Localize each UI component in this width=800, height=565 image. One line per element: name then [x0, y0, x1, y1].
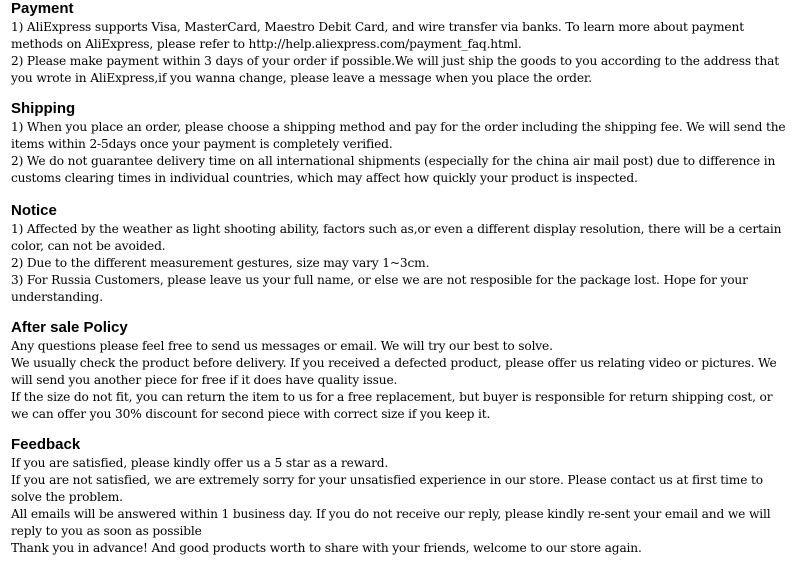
after-sale-section	[11, 319, 791, 423]
shipping-item-2: 2) We do not guarantee delivery time on all international shipments (especially for the china air mail post) due to difference in customs clearing times in individual countries, which may affect how quickly your product is inspected.	[11, 154, 776, 185]
notice-section	[11, 202, 791, 306]
shipping-section	[11, 100, 791, 187]
payment-item-1: 1) AliExpress supports Visa, MasterCard, Maestro Debit Card, and wire transfer via banks. To learn more about payment methods on AliExpress, please refer to http://help.aliexpress.com/payment_faq.html.	[11, 20, 744, 51]
notice-item-1: 1) Affected by the weather as light shooting ability, factors such as,or even a different display resolution, there will be a certain color, can not be avoided.	[11, 222, 782, 253]
notice-item-2: 2) Due to the different measurement gestures, size may vary 1~3cm.	[11, 256, 430, 270]
notice-heading: Notice	[11, 202, 57, 219]
after-sale-item-1: Any questions please feel free to send us messages or email. We will try our best to solve.	[11, 339, 553, 353]
payment-section	[11, 0, 791, 87]
after-sale-heading: After sale Policy	[11, 319, 128, 336]
feedback-item-1: If you are satisfied, please kindly offer us a 5 star as a reward.	[11, 456, 389, 470]
notice-item-3: 3) For Russia Customers, please leave us your full name, or else we are not resposible for the package lost. Hope for your understanding.	[11, 273, 748, 304]
payment-item-2: 2) Please make payment within 3 days of your order if possible.We will just ship the goods to you according to the address that you wrote in AliExpress,if you wanna change, please leave a message when you place the order.	[11, 54, 779, 85]
feedback-item-2: If you are not satisfied, we are extremely sorry for your unsatisfied experience in our store. Please contact us at first time to solve the problem.	[11, 473, 763, 504]
shipping-item-1: 1) When you place an order, please choose a shipping method and pay for the order including the shipping fee. We will send the items within 2-5days once your payment is completely verified.	[11, 120, 786, 151]
after-sale-item-2: We usually check the product before delivery. If you received a defected product, please offer us relating video or pictures. We will send you another piece for free if it does have quality issue.	[11, 356, 777, 387]
shipping-heading: Shipping	[11, 100, 76, 117]
payment-heading: Payment	[11, 0, 74, 17]
feedback-item-4: Thank you in advance! And good products worth to share with your friends, welcome to our store again.	[11, 541, 642, 555]
feedback-item-3: All emails will be answered within 1 business day. If you do not receive our reply, please kindly re-sent your email and we will reply to you as soon as possible	[11, 507, 771, 538]
after-sale-item-3: If the size do not fit, you can return the item to us for a free replacement, but buyer is responsible for return shipping cost, or we can offer you 30% discount for second piece with correct size if you keep it.	[11, 390, 773, 421]
feedback-section	[11, 436, 791, 557]
feedback-heading: Feedback	[11, 436, 81, 453]
